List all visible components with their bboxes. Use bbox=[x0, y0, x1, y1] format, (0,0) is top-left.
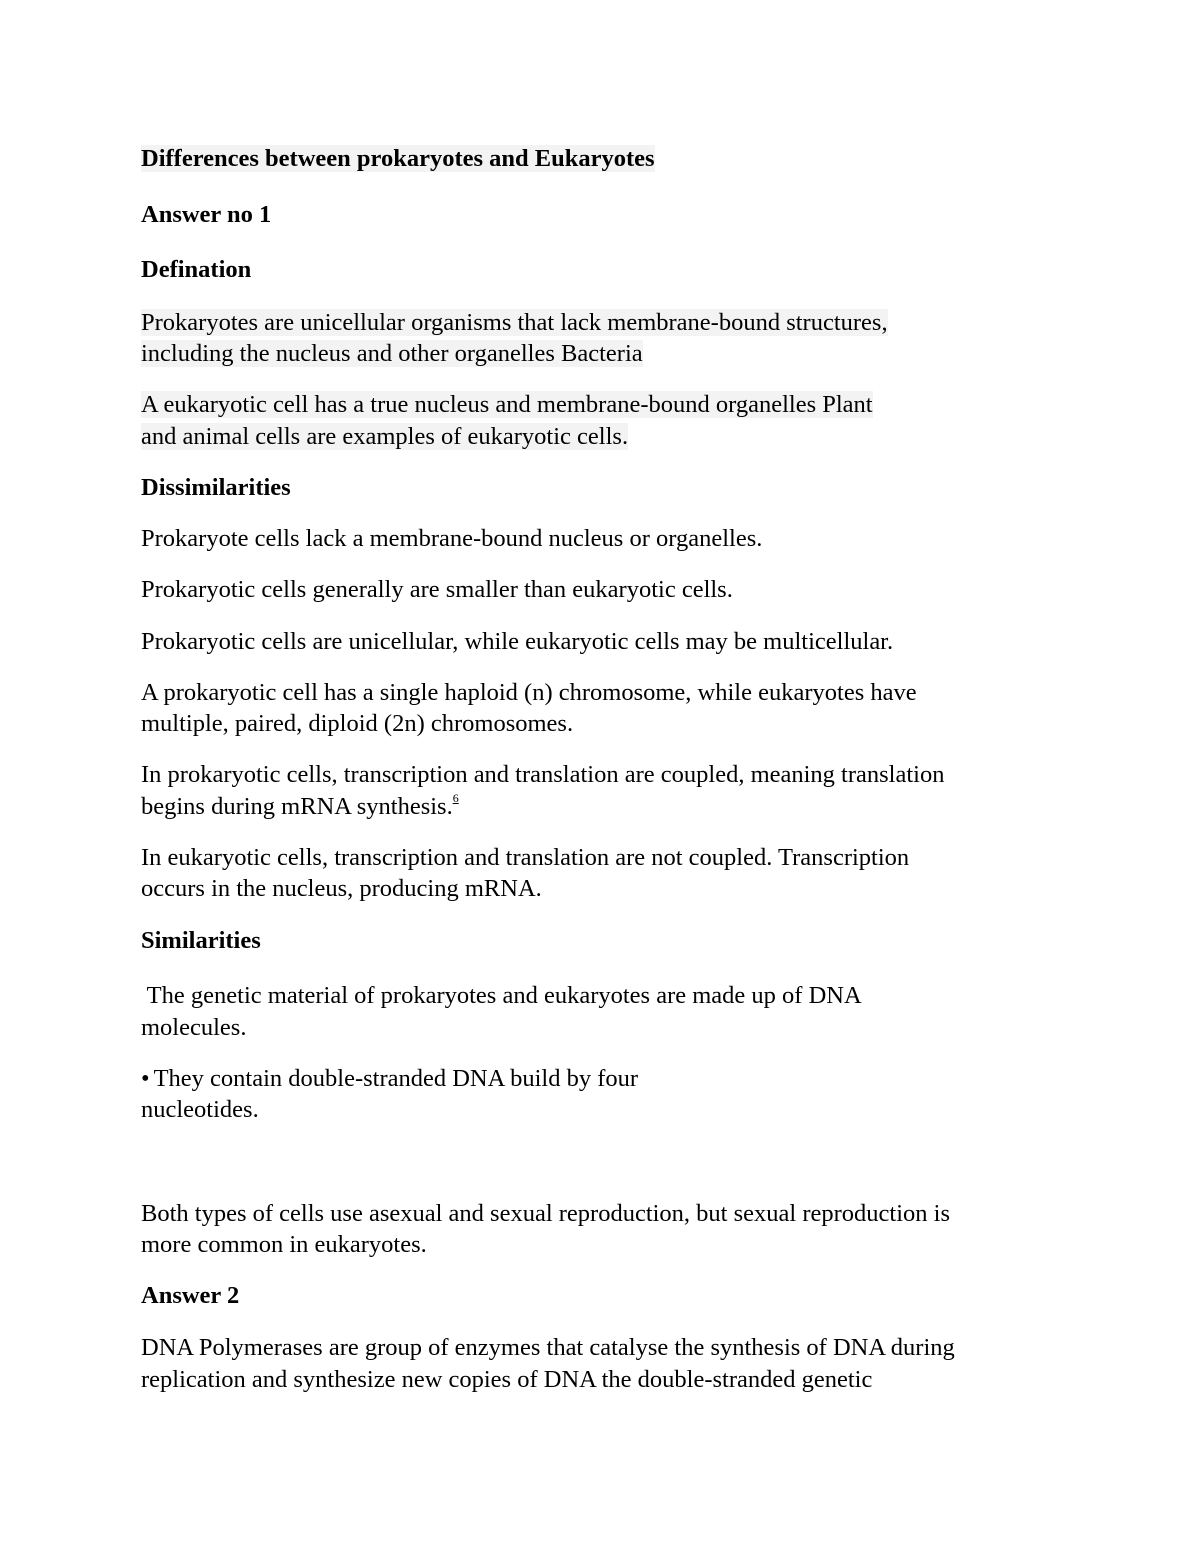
answer-1-heading: Answer no 1 bbox=[141, 201, 272, 228]
similarity-item-1-line-1: The genetic material of prokaryotes and eukaryotes are made up of DNA bbox=[141, 982, 862, 1009]
similarities-heading: Similarities bbox=[141, 927, 261, 954]
footnote-reference[interactable]: 6 bbox=[452, 791, 459, 805]
dissimilarity-item-6-line-2: occurs in the nucleus, producing mRNA. bbox=[141, 875, 542, 902]
prokaryote-definition-line-2: including the nucleus and other organelles Bacteria bbox=[141, 340, 643, 367]
definition-heading: Defination bbox=[141, 256, 252, 283]
dissimilarity-item-4-line-1: A prokaryotic cell has a single haploid (n) chromosome, while eukaryotes have bbox=[141, 679, 917, 706]
answer-2-line-2: replication and synthesize new copies of DNA the double-stranded genetic bbox=[141, 1366, 873, 1393]
dissimilarities-heading: Dissimilarities bbox=[141, 474, 291, 501]
similarity-item-3-line-1: Both types of cells use asexual and sexual reproduction, but sexual reproduction is bbox=[141, 1200, 950, 1227]
answer-2-line-1: DNA Polymerases are group of enzymes that catalyse the synthesis of DNA during bbox=[141, 1334, 955, 1361]
dissimilarity-item-4-line-2: multiple, paired, diploid (2n) chromosomes. bbox=[141, 710, 574, 737]
document-title: Differences between prokaryotes and Eukaryotes bbox=[141, 145, 655, 172]
dissimilarity-item-5-line-1: In prokaryotic cells, transcription and translation are coupled, meaning translation bbox=[141, 761, 945, 788]
dissimilarity-item-2: Prokaryotic cells generally are smaller than eukaryotic cells. bbox=[141, 576, 733, 603]
similarity-item-2-line-1: • They contain double-stranded DNA build by four bbox=[141, 1065, 639, 1092]
dissimilarity-item-5-line-2: begins during mRNA synthesis.$^6$ bbox=[141, 791, 459, 820]
eukaryote-definition-line-2: and animal cells are examples of eukaryotic cells. bbox=[141, 423, 629, 450]
dissimilarity-item-6-line-1: In eukaryotic cells, transcription and translation are not coupled. Transcription bbox=[141, 844, 910, 871]
prokaryote-definition-line-1: Prokaryotes are unicellular organisms that lack membrane-bound structures, bbox=[141, 309, 888, 336]
eukaryote-definition-line-1: A eukaryotic cell has a true nucleus and membrane-bound organelles Plant bbox=[141, 391, 873, 418]
dissimilarity-item-3: Prokaryotic cells are unicellular, while eukaryotic cells may be multicellular. bbox=[141, 628, 894, 655]
bullet-icon: • bbox=[141, 1065, 150, 1092]
answer-2-heading: Answer 2 bbox=[141, 1282, 240, 1309]
similarity-item-1-line-2: molecules. bbox=[141, 1014, 247, 1041]
similarity-item-2-line-2: nucleotides. bbox=[141, 1096, 259, 1123]
similarity-item-3-line-2: more common in eukaryotes. bbox=[141, 1231, 427, 1258]
dissimilarity-item-1: Prokaryote cells lack a membrane-bound nucleus or organelles. bbox=[141, 525, 763, 552]
